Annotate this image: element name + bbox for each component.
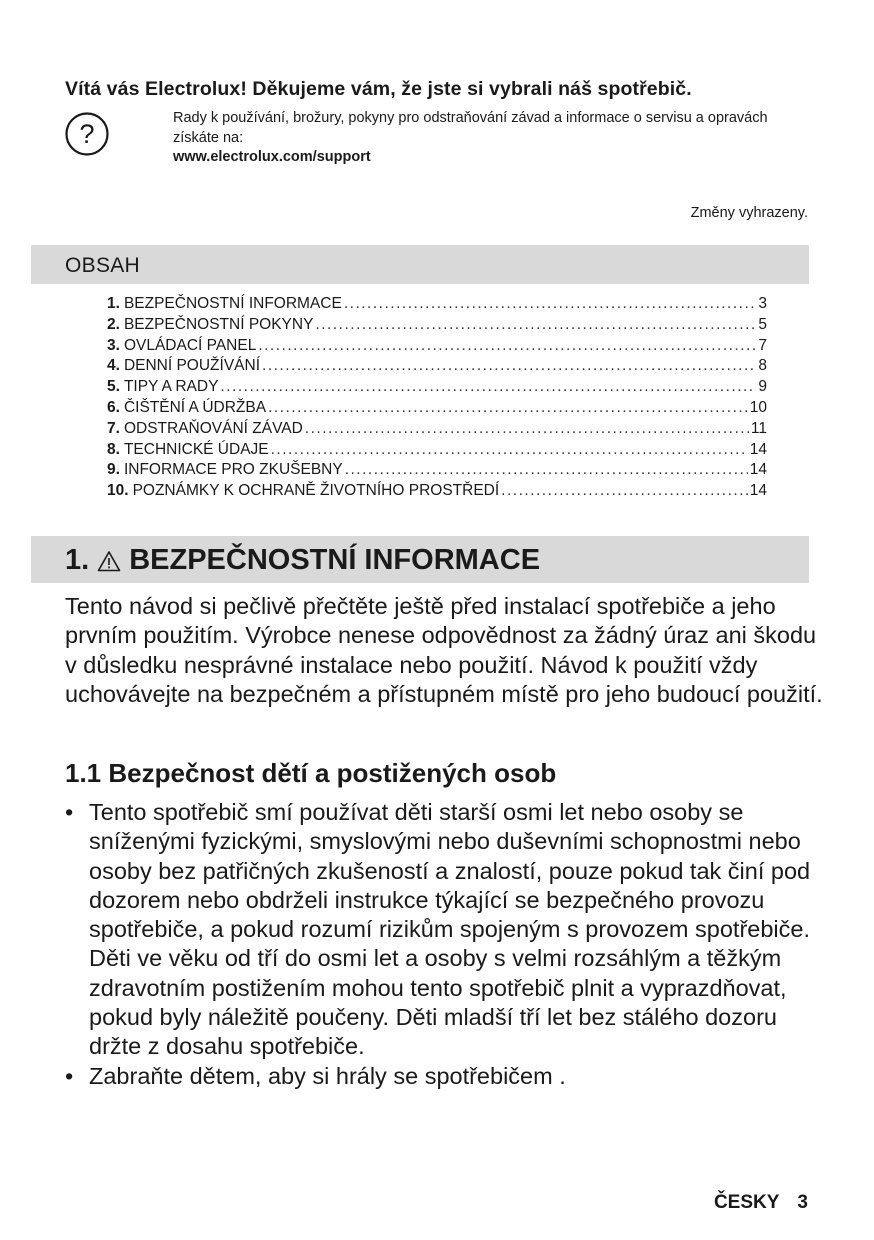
toc-entry-number: 7. xyxy=(107,419,120,437)
footer-page-number: 3 xyxy=(797,1192,808,1213)
list-item xyxy=(65,798,815,1062)
toc-entry-page: 14 xyxy=(749,440,767,458)
toc-entry-label: ČIŠTĚNÍ A ÚDRŽBA xyxy=(123,398,267,416)
toc-entry-label: TECHNICKÉ ÚDAJE xyxy=(123,440,269,458)
welcome-heading: Vítá vás Electrolux! Děkujeme vám, že jste si vybrali náš spotřebič. xyxy=(65,78,692,100)
toc-entry-page: 9 xyxy=(758,378,767,396)
svg-text:?: ? xyxy=(79,119,95,149)
toc-entry-label: DENNÍ POUŽÍVÁNÍ xyxy=(123,357,261,375)
toc-entry[interactable] xyxy=(107,461,767,482)
toc-entry-number: 2. xyxy=(107,315,120,333)
list-item-text: Zabraňte dětem, aby si hrály se spotřebičem . xyxy=(89,1062,566,1089)
toc-entry-number: 3. xyxy=(107,336,120,354)
toc-leader-dots xyxy=(344,295,755,313)
toc-entry[interactable] xyxy=(107,378,767,399)
toc-leader-dots xyxy=(220,378,755,396)
table-of-contents xyxy=(107,295,767,503)
toc-leader-dots xyxy=(268,399,748,417)
toc-entry-label: OVLÁDACÍ PANEL xyxy=(123,336,257,354)
toc-entry-label: ODSTRAŇOVÁNÍ ZÁVAD xyxy=(123,419,303,437)
list-item xyxy=(65,1062,815,1091)
toc-entry-label: BEZPEČNOSTNÍ INFORMACE xyxy=(123,295,342,312)
toc-entry-page: 7 xyxy=(758,336,767,354)
toc-entry-label: BEZPEČNOSTNÍ POKYNY xyxy=(123,315,314,333)
footer-language: ČESKY xyxy=(713,1192,780,1213)
toc-entry-page: 3 xyxy=(758,295,767,312)
bullet-list xyxy=(65,798,815,1091)
toc-entry-label: POZNÁMKY K OCHRANĚ ŽIVOTNÍHO PROSTŘEDÍ xyxy=(132,482,500,500)
toc-entry-label: INFORMACE PRO ZKUŠEBNY xyxy=(123,461,343,479)
toc-entry-number: 9. xyxy=(107,461,120,479)
toc-leader-dots xyxy=(258,337,755,355)
toc-entry-number: 5. xyxy=(107,378,120,396)
toc-entry-number: 4. xyxy=(107,357,120,375)
toc-leader-dots xyxy=(305,420,749,438)
toc-title: OBSAH xyxy=(65,254,141,277)
support-url-link[interactable]: www.electrolux.com/support xyxy=(173,149,371,165)
toc-entry[interactable] xyxy=(107,295,767,316)
toc-entry-page: 10 xyxy=(749,398,767,416)
question-circle-icon xyxy=(64,111,110,157)
toc-entry-number: 10. xyxy=(107,482,129,500)
toc-entry-page: 11 xyxy=(750,419,767,437)
toc-entry[interactable] xyxy=(107,482,767,503)
toc-entry-label: TIPY A RADY xyxy=(123,378,219,396)
bullet-icon: • xyxy=(65,1062,74,1089)
subsection-title: 1.1 Bezpečnost dětí a postižených osob xyxy=(65,758,557,788)
toc-entry-page: 14 xyxy=(749,482,767,500)
toc-entry-number: 8. xyxy=(107,440,120,458)
changes-note: Změny vyhrazeny. xyxy=(690,205,808,221)
toc-entry-number: 1. xyxy=(107,295,120,312)
toc-entry[interactable] xyxy=(107,420,767,441)
section-title-text: BEZPEČNOSTNÍ INFORMACE xyxy=(129,544,541,576)
section-intro-paragraph: Tento návod si pečlivě přečtěte ještě před instalací spotřebiče a jeho prvním použitím. Výrobce nenese odpovědnost za žádný úraz ani škodu v důsledku nesprávné instalace nebo použití. Návod k použití vždy uchovávejte na bezpečném a přístupném místě pro jeho budoucí použití. xyxy=(65,593,823,707)
toc-entry-page: 8 xyxy=(758,357,767,375)
toc-entry[interactable] xyxy=(107,357,767,378)
toc-leader-dots xyxy=(271,441,748,459)
toc-entry-page: 5 xyxy=(758,315,767,333)
toc-leader-dots xyxy=(345,461,748,479)
toc-entry[interactable] xyxy=(107,316,767,337)
toc-leader-dots xyxy=(315,316,755,334)
toc-entry[interactable] xyxy=(107,399,767,420)
support-text: Rady k používání, brožury, pokyny pro odstraňování závad a informace o servisu a opravách získáte na: xyxy=(173,110,768,146)
toc-leader-dots xyxy=(501,482,748,500)
warning-triangle-icon xyxy=(97,550,121,572)
page-footer xyxy=(714,1192,808,1214)
bullet-icon: • xyxy=(65,799,74,825)
toc-entry-page: 14 xyxy=(749,461,767,479)
section-number: 1. xyxy=(65,544,90,576)
support-info xyxy=(173,109,803,168)
toc-entry[interactable] xyxy=(107,441,767,462)
toc-header-band xyxy=(31,245,809,284)
toc-entry-number: 6. xyxy=(107,398,120,416)
toc-leader-dots xyxy=(262,357,755,375)
toc-entry[interactable] xyxy=(107,337,767,358)
section-title xyxy=(65,544,540,577)
list-item-text: Tento spotřebič smí používat děti starší osmi let nebo osoby se sníženými fyzickými, smyslovými nebo duševními schopnostmi nebo osoby bez patřičných zkušeností a znalostí, pouze pokud tak činí pod dozorem nebo obdrželi instrukce týkající se bezpečného provozu spotřebiče, a pokud rozumí rizikům spojeným s provozem spotřebiče. Děti ve věku od tří do osmi let a osoby s velmi rozsáhlým a těžkým zdravotním postižením mohou tento spotřebič plnit a vyprazdňovat, pokud byly náležitě poučeny. Děti mladší tří let bez stálého dozoru držte z dosahu spotřebiče. xyxy=(89,799,811,1060)
